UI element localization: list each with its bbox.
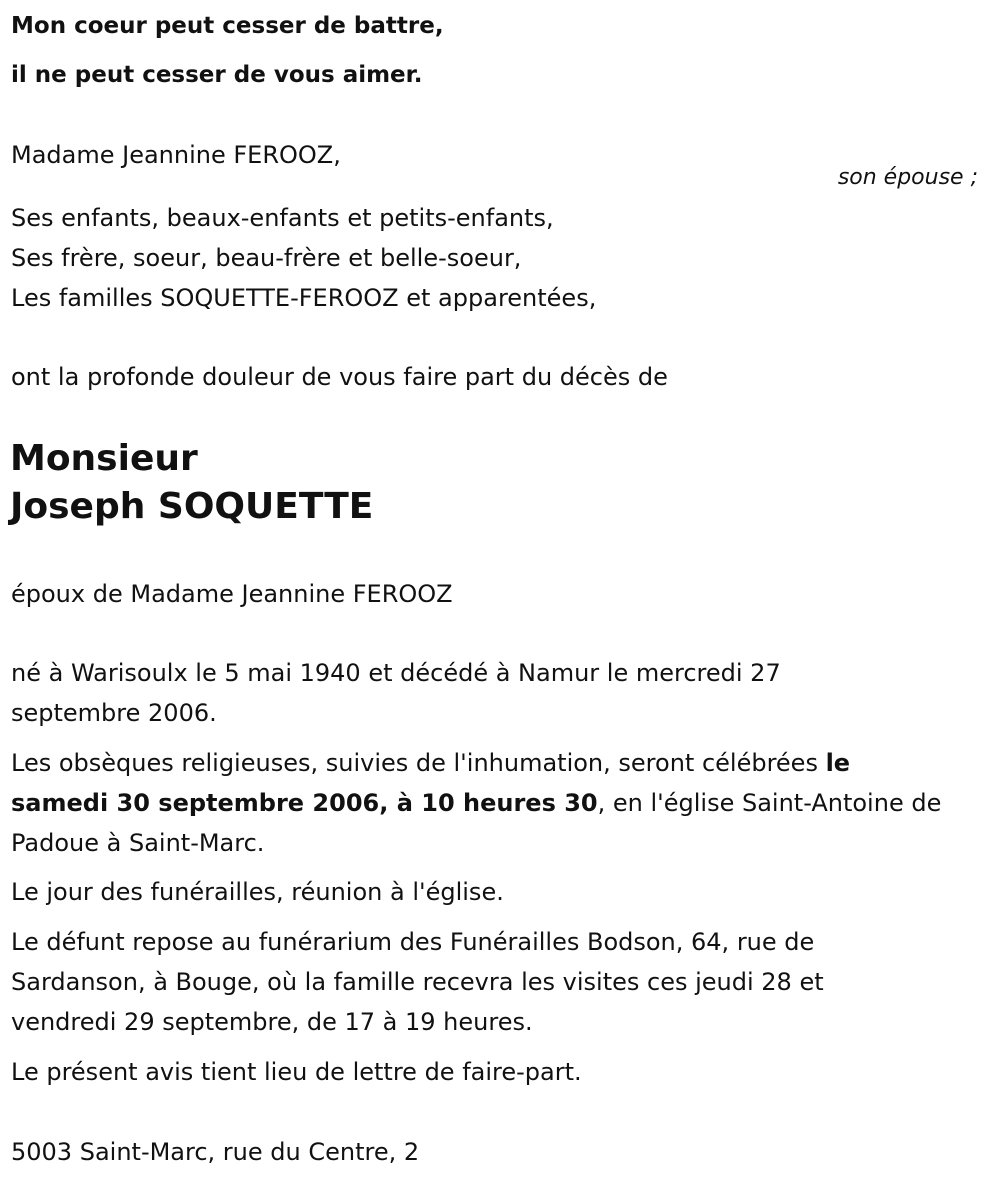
notice-text: Le présent avis tient lieu de lettre de faire-part. <box>11 1058 582 1086</box>
visitation-line-1: Le défunt repose au funérarium des Funérailles Bodson, 64, rue de <box>11 928 815 956</box>
family-line-3: Les familles SOQUETTE-FEROOZ et apparentées, <box>11 284 597 312</box>
funeral-line-1-text: Les obsèques religieuses, suivies de l'inhumation, seront célébrées <box>11 749 826 777</box>
funeral-line-3: Padoue à Saint-Marc. <box>11 829 265 857</box>
epigraph-line-1: Mon coeur peut cesser de battre, <box>11 13 444 39</box>
funeral-line-1 <box>11 743 850 783</box>
meeting-text: Le jour des funérailles, réunion à l'église. <box>11 878 504 906</box>
epigraph-line-2: il ne peut cesser de vous aimer. <box>11 62 423 88</box>
spouse-role: son épouse ; <box>837 165 978 190</box>
family-line-2: Ses frère, soeur, beau-frère et belle-soeur, <box>11 244 522 272</box>
deceased-title: Monsieur <box>10 438 198 479</box>
family-line-1: Ses enfants, beaux-enfants et petits-enfants, <box>11 204 554 232</box>
funeral-line-1-bold: le <box>825 749 851 777</box>
husband-of-text: époux de Madame Jeannine FEROOZ <box>11 580 453 608</box>
funeral-line-2 <box>11 783 941 823</box>
visitation-line-2: Sardanson, à Bouge, où la famille recevra les visites ces jeudi 28 et <box>11 968 824 996</box>
announcement-text: ont la profonde douleur de vous faire part du décès de <box>11 363 668 391</box>
visitation-line-3: vendredi 29 septembre, de 17 à 19 heures. <box>11 1008 533 1036</box>
spouse-name: Madame Jeannine FEROOZ, <box>11 141 341 169</box>
birth-death-line-2: septembre 2006. <box>11 699 217 727</box>
family-address: 5003 Saint-Marc, rue du Centre, 2 <box>11 1138 420 1166</box>
funeral-line-2-text: , en l'église Saint-Antoine de <box>597 789 942 817</box>
birth-death-line-1: né à Warisoulx le 5 mai 1940 et décédé à Namur le mercredi 27 <box>11 659 781 687</box>
funeral-date-time: samedi 30 septembre 2006, à 10 heures 30 <box>11 789 598 817</box>
deceased-name: Joseph SOQUETTE <box>10 486 374 527</box>
